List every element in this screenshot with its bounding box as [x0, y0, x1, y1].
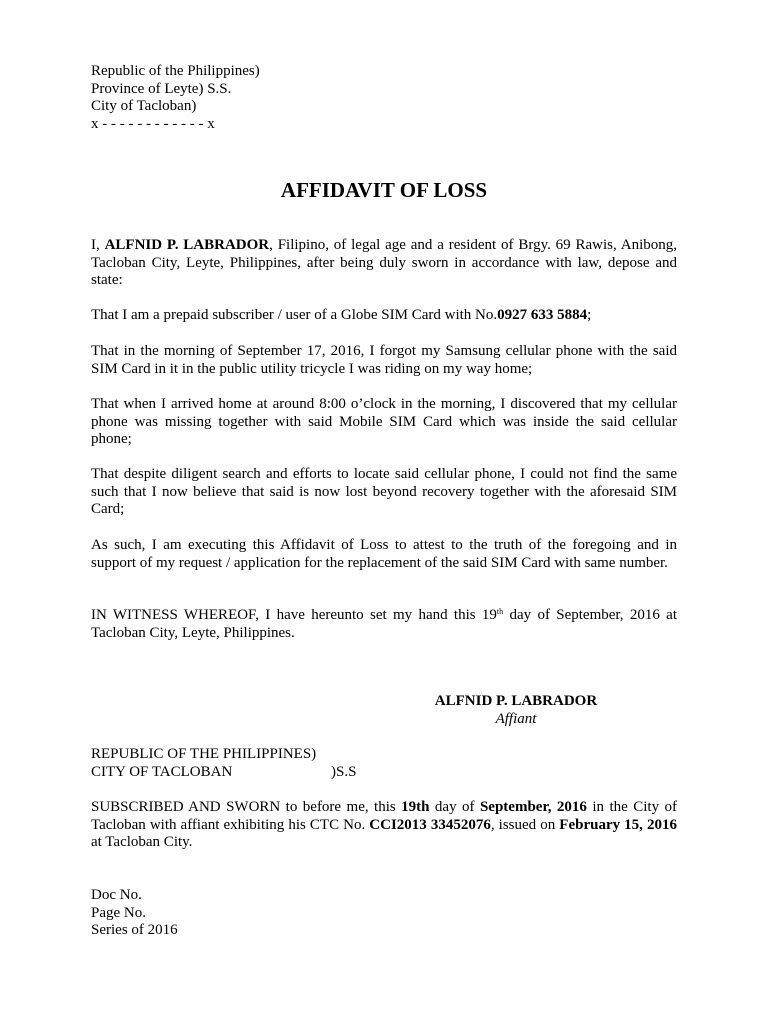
caption-separator: x - - - - - - - - - - - - x [91, 115, 215, 132]
jurat-city-line [91, 764, 411, 782]
p7-pre: IN WITNESS WHEREOF, I have hereunto set my hand this 19 [91, 607, 497, 623]
p8-t4: , issued on [490, 816, 560, 833]
signature-name: ALFNID P. LABRADOR [434, 693, 598, 709]
p8-t1: SUBSCRIBED AND SWORN to before me, this [91, 799, 402, 815]
ctc-number: CCI2013 33452076 [369, 816, 491, 833]
paragraph-discovered-missing: That when I arrived home at around 8:00 o’clock in the morning, I discovered that my cellular phone was missing together with said Mobile SIM Card which was inside the said cellular phone; [91, 396, 677, 448]
paragraph-witness [91, 607, 677, 642]
affiant-name: ALFNID P. LABRADOR [104, 237, 270, 253]
paragraph-purpose: As such, I am executing this Affidavit of Loss to attest to the truth of the foregoing and in support of my request / application for the replacement of the said SIM Card with same number. [91, 537, 677, 571]
sim-number: 0927 633 5884 [497, 307, 588, 323]
doc-no: Doc No. [91, 887, 142, 903]
jurat-city: CITY OF TACLOBAN [91, 763, 233, 780]
p8-t3: in the City of Tacloban with affiant exhibiting his CTC No. [91, 799, 678, 833]
notary-register [91, 887, 178, 940]
p1-pre: I, [91, 237, 105, 253]
paragraph-forgot-phone: That in the morning of September 17, 2016, I forgot my Samsung cellular phone with the said SIM Card in it in the public utility tricycle I was riding on my way home; [91, 343, 677, 377]
ctc-issue-date: February 15, 2016 [559, 816, 677, 833]
jurat-month-year: September, 2016 [479, 799, 587, 815]
document-title: AFFIDAVIT OF LOSS [280, 178, 488, 202]
series: Series of 2016 [91, 922, 178, 939]
caption-republic: Republic of the Philippines) [91, 63, 260, 79]
jurat-republic: REPUBLIC OF THE PHILIPPINES) [91, 746, 317, 762]
p7-post: day of September, 2016 at Tacloban City, Leyte, Philippines. [91, 607, 677, 641]
p8-t2: day of [429, 799, 480, 815]
p1-post: , Filipino, of legal age and a resident of Brgy. 69 Rawis, Anibong, Tacloban City, Leyte, Philippines, after being duly sworn in accordance with law, depose and state: [91, 237, 677, 289]
venue-caption [91, 63, 391, 133]
signature-role: Affiant [495, 710, 537, 727]
paragraph-search-efforts: That despite diligent search and efforts to locate said cellular phone, I could not find the same such that I now believe that said is now lost beyond recovery together with the aforesaid SIM Card; [91, 466, 677, 518]
caption-city: City of Tacloban) [91, 98, 197, 115]
jurat-day: 19th [401, 799, 430, 815]
jurat-ss: )S.S [331, 763, 357, 780]
p8-t5: at Tacloban City. [91, 834, 193, 851]
p7-ordinal: th [496, 607, 504, 616]
signature-block [396, 693, 636, 728]
paragraph-affiant-intro [91, 237, 677, 290]
paragraph-jurat [91, 799, 677, 852]
p2-post: ; [587, 307, 592, 323]
paragraph-sim-subscriber [91, 307, 677, 325]
jurat-caption [91, 746, 411, 781]
caption-province: Province of Leyte) S.S. [91, 80, 232, 97]
page-no: Page No. [91, 904, 146, 921]
p2-pre: That I am a prepaid subscriber / user of a Globe SIM Card with No. [91, 307, 498, 323]
